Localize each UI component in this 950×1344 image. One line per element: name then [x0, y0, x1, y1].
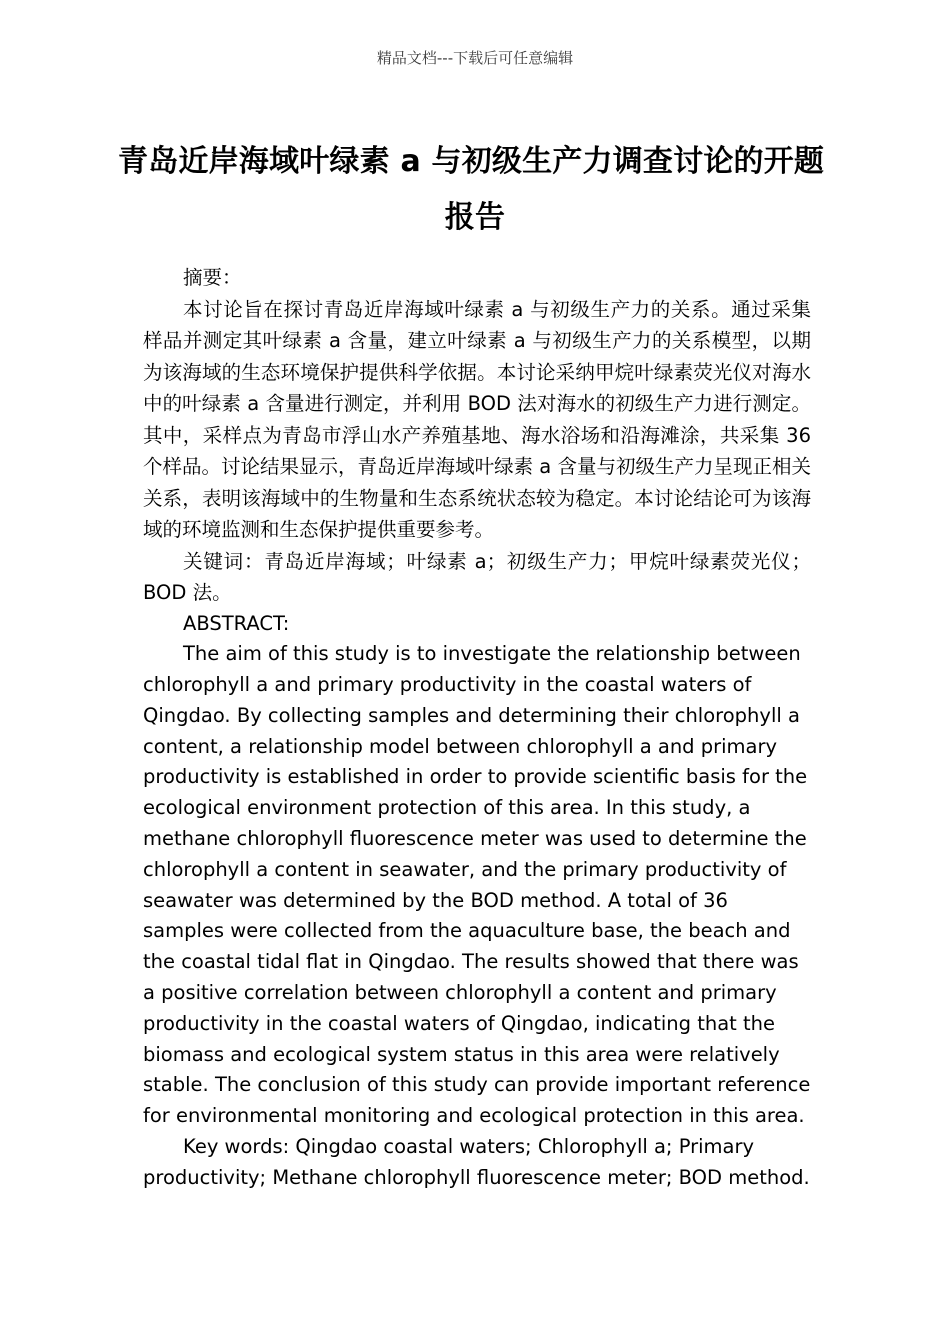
document-body — [143, 262, 811, 1194]
keywords-en: Key words: Qingdao coastal waters; Chlorophyll a; Primary productivity; Methane chlorophyll fluorescence meter; BOD method. — [143, 1135, 810, 1189]
running-header: 精品文档---下载后可任意编辑 — [376, 49, 574, 67]
abstract-en-label: ABSTRACT: — [183, 611, 290, 635]
abstract-en-body: The aim of this study is to investigate the relationship between chlorophyll a and primary productivity in the coastal waters of Qingdao. By collecting samples and determining their chlorophyll a content, a relationship model between chlorophyll a and primary productivity is established in order to provide scientific basis for the ecological environment protection of this area. In this study, a methane chlorophyll fluorescence meter was used to determine the chlorophyll a content in seawater, and the primary productivity of seawater was determined by the BOD method. A total of 36 samples were collected from the aquaculture base, the beach and the coastal tidal flat in Qingdao. The results showed that there was a positive correlation between chlorophyll a content and primary productivity in the coastal waters of Qingdao, indicating that the biomass and ecological system status in this area were relatively stable. The conclusion of this study can provide important reference for environmental monitoring and ecological protection in this area. — [143, 642, 811, 1128]
keywords-cn: 关键词：青岛近岸海域；叶绿素 a；初级生产力；甲烷叶绿素荧光仪；BOD 法。 — [143, 549, 811, 604]
abstract-cn-label: 摘要： — [183, 266, 242, 289]
page-title-line-2: 报告 — [444, 200, 506, 235]
page-title — [118, 134, 832, 246]
abstract-cn-body: 本讨论旨在探讨青岛近岸海域叶绿素 a 与初级生产力的关系。通过采集样品并测定其叶绿素 a 含量，建立叶绿素 a 与初级生产力的关系模型，以期为该海域的生态环境保护提供科学依据。本讨论采纳甲烷叶绿素荧光仪对海水中的叶绿素 a 含量进行测定，并利用 BOD 法对海水的初级生产力进行测定。其中，采样点为青岛市浮山水产养殖基地、海水浴场和沿海滩涂，共采集 36 个样品。讨论结果显示，青岛近岸海域叶绿素 a 含量与初级生产力呈现正相关关系，表明该海域中的生物量和生态系统状态较为稳定。本讨论结论可为该海域的环境监测和生态保护提供重要参考。 — [143, 297, 811, 541]
page-title-line-1: 青岛近岸海域叶绿素 a 与初级生产力调查讨论的开题 — [118, 144, 825, 179]
